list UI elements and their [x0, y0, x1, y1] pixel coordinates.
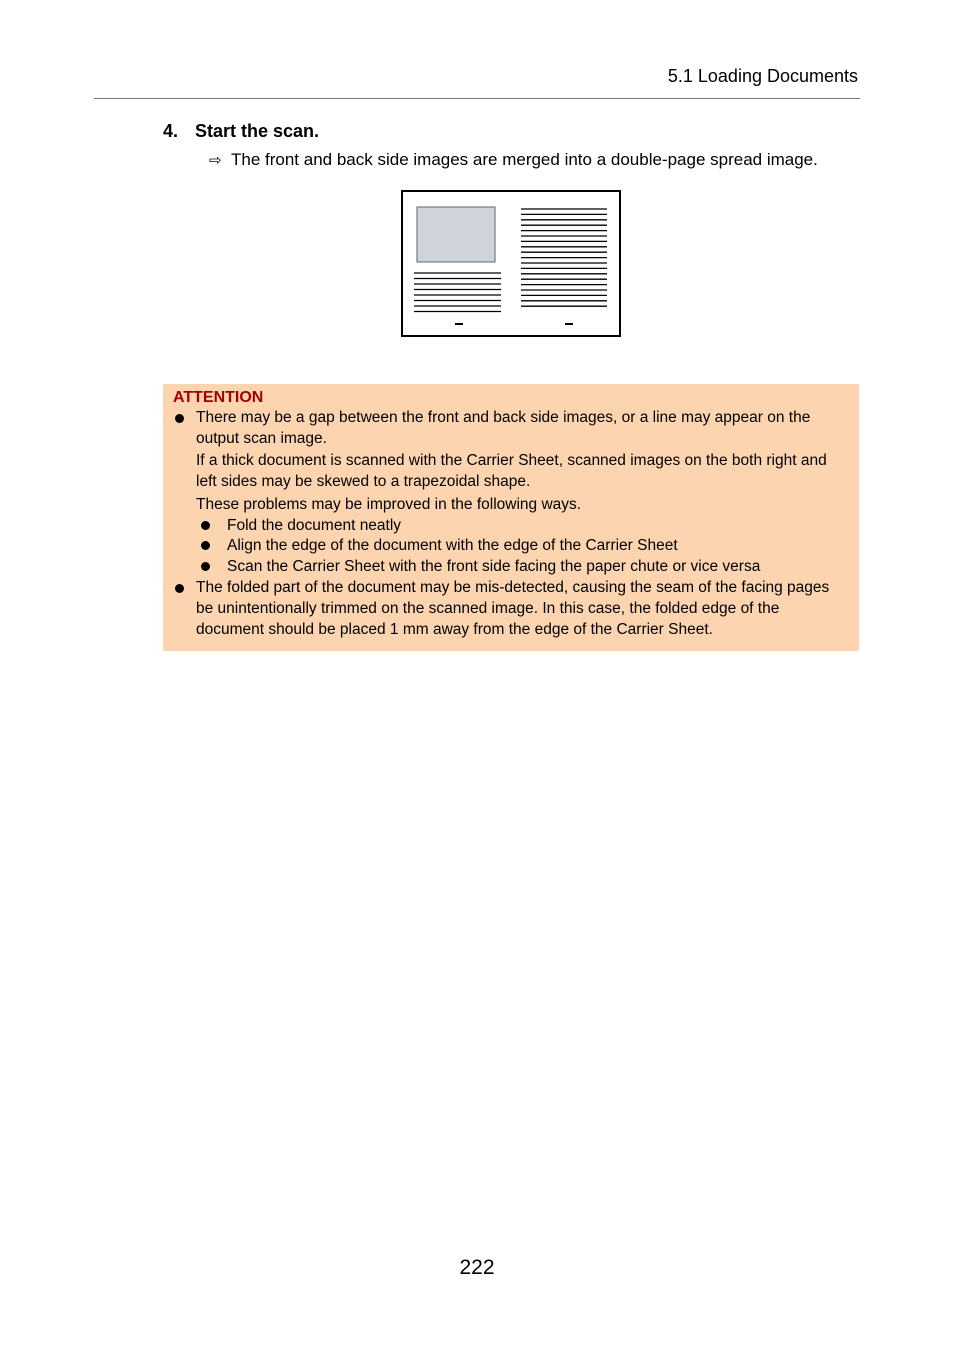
attention-text-line: The folded part of the document may be mis-detected, causing the seam of the facing pages	[196, 579, 830, 596]
attention-text-line: These problems may be improved in the following ways.	[196, 496, 582, 513]
page-number: 222	[459, 1256, 495, 1279]
header-divider	[94, 98, 860, 99]
bullet-icon	[175, 584, 184, 593]
step-number: 4.	[163, 121, 179, 141]
attention-text-line: There may be a gap between the front and back side images, or a line may appear on the	[196, 409, 811, 426]
step-title: Start the scan.	[195, 121, 320, 141]
sub-list-item: Fold the document neatly	[227, 517, 402, 534]
bullet-icon	[175, 414, 184, 423]
attention-text-line: left sides may be skewed to a trapezoidal shape.	[196, 473, 531, 490]
sub-bullet-icon	[201, 541, 210, 550]
sub-bullet-icon	[201, 562, 210, 571]
attention-box	[163, 384, 859, 651]
double-page-spread-figure	[401, 190, 621, 337]
sub-bullet-icon	[201, 521, 210, 530]
result-arrow-icon: ⇨	[209, 152, 222, 169]
step-heading	[163, 120, 319, 142]
attention-text-line: be unintentionally trimmed on the scanned image. In this case, the folded edge of the	[196, 600, 780, 617]
step-result	[209, 149, 818, 172]
image-placeholder-icon	[417, 207, 495, 262]
sub-list-item: Scan the Carrier Sheet with the front side facing the paper chute or vice versa	[227, 558, 761, 575]
attention-text-line: output scan image.	[196, 430, 327, 447]
sub-list-item: Align the edge of the document with the edge of the Carrier Sheet	[227, 537, 678, 554]
attention-text-line: document should be placed 1 mm away from the edge of the Carrier Sheet.	[196, 621, 713, 638]
attention-title: ATTENTION	[173, 389, 264, 406]
running-header: 5.1 Loading Documents	[667, 66, 858, 86]
result-text: The front and back side images are merged into a double-page spread image.	[231, 150, 818, 169]
attention-text-line: If a thick document is scanned with the Carrier Sheet, scanned images on the both right and	[196, 452, 827, 469]
